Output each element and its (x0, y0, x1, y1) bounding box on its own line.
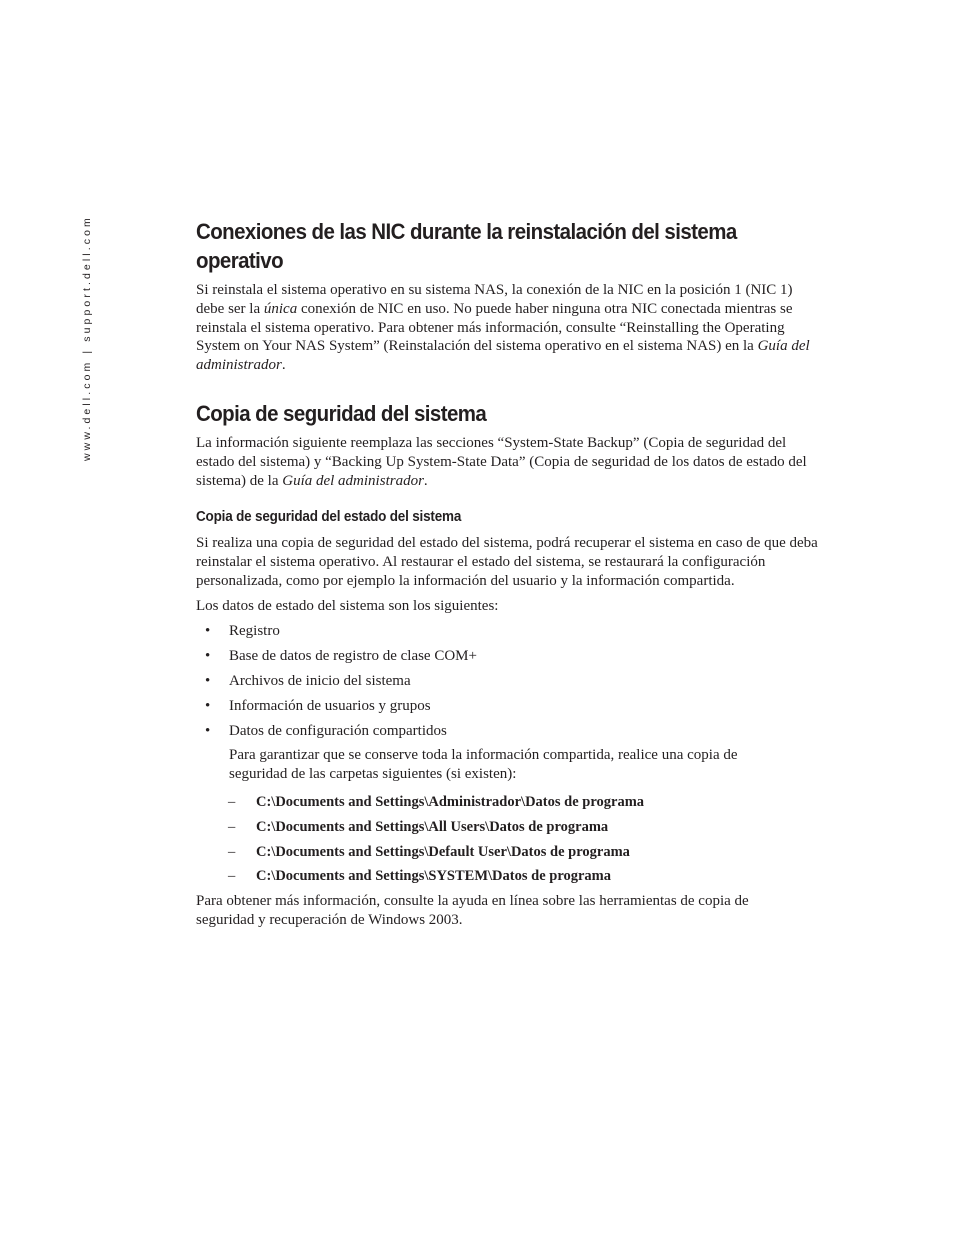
bullet-list (196, 622, 818, 741)
folder-path-item: – C:\Documents and Settings\All Users\Datos de programa (228, 818, 609, 835)
subsection-title: Copia de seguridad del estado del sistema (196, 509, 462, 526)
side-url: www.dell.com | support.dell.com (81, 215, 93, 461)
list-item: • Registro (205, 622, 280, 639)
bullet-icon: • (205, 672, 211, 689)
paragraph-folders-intro: Para garantizar que se conserve toda la información compartida, realice una copia de seguridad de las carpetas siguientes (si existen): (229, 747, 738, 783)
paragraph-nic: Si reinstala el sistema operativo en su sistema NAS, la conexión de la NIC en la posición 1 (NIC 1) debe ser la única conexión de NIC en uso. No puede haber ninguna otra NIC conectada mientras se reinstala el sistema operativo. Para obtener más información, consulte “Reinstalling the Operating System on Your NAS System” (Reinstalación del sistema operativo en el sistema NAS) en la Guía del administrador. (196, 282, 810, 374)
dash-icon: – (228, 843, 236, 860)
bullet-icon: • (205, 647, 211, 664)
bullet-icon: • (205, 697, 211, 714)
folder-path-item: – C:\Documents and Settings\Default User\Datos de programa (228, 843, 630, 860)
section-title-backup: Copia de seguridad del sistema (196, 400, 487, 426)
paragraph-list-intro: Los datos de estado del sistema son los siguientes: (196, 597, 499, 614)
paragraph-closing: Para obtener más información, consulte la ayuda en línea sobre las herramientas de copia de seguridad y recuperación de Windows 2003. (196, 893, 749, 929)
folder-path-item: – C:\Documents and Settings\Administrador\Datos de programa (228, 794, 645, 811)
folder-path-list (196, 793, 818, 886)
dash-icon: – (228, 868, 236, 885)
paragraph-backup: La información siguiente reemplaza las secciones “System-State Backup” (Copia de seguridad del estado del sistema) y “Backing Up System-State Data” (Copia de seguridad de los datos de estado del sistema) de la Guía del administrador. (196, 434, 807, 489)
paragraph-system-state: Si realiza una copia de seguridad del estado del sistema, podrá recuperar el sistema en caso de que deba reinstalar el sistema operativo. Al restaurar el estado del sistema, se restaurará la configuración personalizada, como por ejemplo la información del usuario y la información compartida. (196, 535, 818, 589)
section-title-nic: Conexiones de las NIC durante la reinstalación del sistema operativo (196, 219, 737, 273)
folder-path-item: – C:\Documents and Settings\SYSTEM\Datos de programa (228, 868, 612, 885)
bullet-icon: • (205, 722, 211, 739)
list-item: • Datos de configuración compartidos (205, 722, 447, 739)
list-item: • Información de usuarios y grupos (205, 697, 431, 714)
list-item: • Base de datos de registro de clase COM+ (205, 647, 477, 664)
list-item: • Archivos de inicio del sistema (205, 672, 411, 689)
dash-icon: – (228, 818, 236, 835)
dash-icon: – (228, 794, 236, 811)
bullet-icon: • (205, 622, 211, 639)
main-content (196, 217, 818, 936)
